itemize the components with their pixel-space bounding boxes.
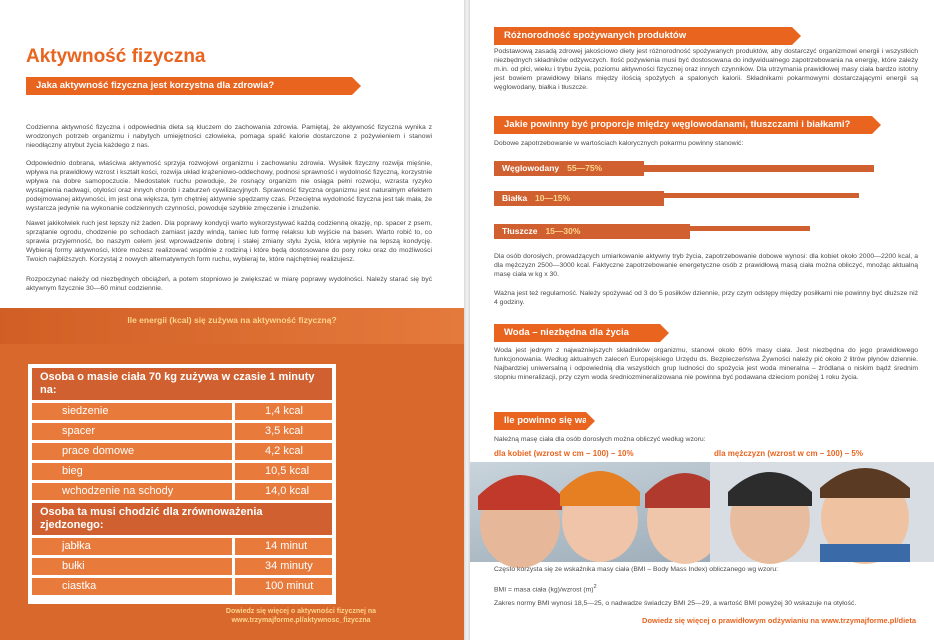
- paragraph-bmi: Często korzysta się ze wskaźnika masy ciała (BMI – Body Mass Index) obliczanego wg wzoru:: [494, 566, 779, 573]
- left-page: [0, 0, 464, 640]
- row-label: spacer: [32, 423, 232, 440]
- row-value: 3,5 kcal: [235, 423, 332, 440]
- paragraph-variety: Podstawową zasadą zdrowej jakościowo diety jest różnorodność spożywanych produktów, aby dostarczyć organizmowi energii i wszystkich niezbędnych składników odżywczych. Ilość pożywienia musi być dostosowana do indywidualnego zapotrzebowania na energię, które zależy m.in. od płci, wieku i trybu życia, poziomu aktywności fizycznej oraz innych czynników. Dla utrzymania prawidłowej masy ciała bardzo istotny jest bowiem prawidłowy bilans między ilością spożytych a spalonych kalorii. Składnikami pokarmowymi dostarczającymi energii są węglowodany, białka i tłuszcze.: [494, 48, 918, 91]
- row-label: siedzenie: [32, 403, 232, 420]
- section-bar-weight: [494, 412, 609, 430]
- nutrient-name: Białka: [502, 193, 528, 203]
- paragraph-bmi-norm: Zakres normy BMI wynosi 18,5—25, o nadwadze świadczy BMI 25—29, a wartość BMI powyżej 30 wskazuje na otyłość.: [494, 600, 857, 607]
- activity-link[interactable]: Dowiedz się więcej o aktywności fizycznej na www.trzymajforme.pl/aktywnosc_fizyczna: [225, 608, 377, 624]
- photo-young-people: [470, 462, 934, 562]
- section-bar-health: [26, 77, 352, 95]
- calorie-table: [28, 364, 336, 604]
- energy-header-strip: [0, 308, 464, 344]
- activity-row: [32, 443, 332, 460]
- row-label: jabłka: [32, 538, 232, 555]
- paragraph-energy: Dla osób dorosłych, prowadzących umiarkowanie aktywny tryb życia, zapotrzebowanie dobowe wynosi: dla kobiet około 2000—2200 kcal, a dla mężczyzn 2500—3000 kcal. Faktyczne zapotrzebowanie energetyczne osób z prawidłową masą ciała można obliczyć, mnożąc aktualną masę ciała w kg x 30.: [494, 253, 918, 278]
- paragraph-weight: Należną masę ciała dla osób dorosłych można obliczyć według wzoru:: [494, 436, 706, 443]
- proportion-bar: [494, 224, 690, 239]
- section-bar-water: [494, 324, 660, 342]
- row-label: bieg: [32, 463, 232, 480]
- bmi-exponent: 2: [593, 584, 597, 590]
- table-heading-activity: Osoba o masie ciała 70 kg zużywa w czasie 1 minuty na:: [32, 368, 332, 400]
- row-value: 1,4 kcal: [235, 403, 332, 420]
- proportion-bar: [494, 191, 664, 206]
- row-value: 14,0 kcal: [235, 483, 332, 500]
- paragraph-water: Woda jest jednym z najważniejszych składników organizmu, stanowi około 60% masy ciała. Jest niezbędna do jego prawidłowego funkcjonowania. Według aktualnych zaleceń Europejskiego Urzędu ds. Bezpieczeństwa Żywności należy pić około 2 litrów płynów dziennie. Najbardziej uniwersalną i odpowiednią dla wszystkich grup ludności do spożycia jest woda mineralna – źródlana o niskim bądź średnim stopniu mineralizacji, przy czym woda średniozmineralizowana nie powinna być podawana dzieciom poniżej 1 roku życia.: [494, 347, 918, 381]
- section-heading: Woda – niezbędna dla życia: [504, 327, 629, 338]
- section-heading: Ile powinno się ważyć?: [504, 415, 609, 426]
- nutrient-percent: 15—30%: [545, 226, 581, 236]
- nutrient-percent: 10—15%: [535, 193, 571, 203]
- activity-row: [32, 483, 332, 500]
- right-page: [470, 0, 934, 640]
- paragraph-proportions: Dobowe zapotrzebowanie w wartościach kalorycznych pokarmu powinny stanowić:: [494, 140, 744, 147]
- row-label: wchodzenie na schody: [32, 483, 232, 500]
- nutrient-percent: 55—75%: [567, 163, 603, 173]
- section-heading: Jakie powinny być proporcje między węglowodanami, tłuszczami i białkami?: [504, 119, 851, 130]
- row-value: 4,2 kcal: [235, 443, 332, 460]
- section-bar-variety: [494, 27, 792, 45]
- food-row: [32, 558, 332, 575]
- table-heading-food: Osoba ta musi chodzić dla zrównoważenia zjedzonego:: [32, 503, 332, 535]
- paragraph-4: Rozpoczynać należy od niezbędnych obciążeń, a potem stopniowo je zwiększać w miarę poprawy wydolności. Należy starać się być aktywnym fizycznie 30—60 minut codziennie.: [26, 276, 432, 292]
- row-value: 100 minut: [235, 578, 332, 595]
- formula-women: dla kobiet (wzrost w cm – 100) – 10%: [494, 449, 634, 458]
- food-row: [32, 538, 332, 555]
- paragraph-1: Codzienna aktywność fizyczna i odpowiednia dieta są kluczem do zachowania zdrowia. Pamiętaj, że aktywność fizyczna wynika z wrodzonych potrzeb organizmu i nabytych umiejętności człowieka, pomaga spalić kalorie dostarczone z pożywieniem i stanowi nieodłączny atrybut życia każdego z nas.: [26, 124, 432, 149]
- proportion-bar-tail: [644, 165, 874, 172]
- bmi-formula-text: BMI = masa ciała (kg)/wzrost (m): [494, 586, 594, 594]
- bar-arrow: [872, 116, 881, 134]
- section-heading: Różnorodność spożywanych produktów: [504, 30, 687, 41]
- activity-row: [32, 463, 332, 480]
- row-label: bułki: [32, 558, 232, 575]
- row-value: 34 minuty: [235, 558, 332, 575]
- proportion-bar-tail: [690, 226, 810, 231]
- activity-row: [32, 403, 332, 420]
- section-bar-proportions: [494, 116, 872, 134]
- nutrient-name: Tłuszcze: [502, 226, 538, 236]
- bar-arrow: [352, 77, 361, 95]
- bar-arrow: [660, 324, 669, 342]
- energy-question: Ile energii (kcal) się zużywa na aktywność fizyczną?: [127, 315, 337, 325]
- proportion-bar-tail: [664, 193, 859, 198]
- bmi-formula: [494, 583, 694, 595]
- row-value: 10,5 kcal: [235, 463, 332, 480]
- section-heading: Jaka aktywność fizyczna jest korzystna dla zdrowia?: [36, 80, 275, 91]
- formula-men: dla mężczyzn (wzrost w cm – 100) – 5%: [714, 449, 863, 458]
- food-row: [32, 578, 332, 595]
- paragraph-2: Odpowiednio dobrana, właściwa aktywność sprzyja rozwojowi organizmu i zachowaniu zdrowia. Wysiłek fizyczny rozwija mięśnie, wpływa na prawidłowy wzrost i kształt kości, rozwija układ krążeniowo-oddechowy, podnosi sprawność i wydolność fizyczną, korzystnie wpływa na dobre samopoczucie. Niedostatek ruchu powoduje, że rosnący organizm nie osiąga pełni rozwoju, wzrasta ryzyko wystąpienia nadwagi, otyłości oraz innych chorób i zaburzeń cywilizacyjnych. Sprawność fizyczna organizmu jest naturalnym efektem podejmowanej aktywności, im jest ona większa, tym chętniej aktywnie spędzamy czas. Przeciętna wydolność fizyczna jest tak mała, że wystarcza jedynie na wykonanie codziennych czynności, powoduje szybkie zmęczenie i znużenie.: [26, 160, 432, 212]
- proportion-bar: [494, 161, 644, 176]
- nutrient-name: Węglowodany: [502, 163, 560, 173]
- page-title: Aktywność fizyczna: [26, 46, 206, 67]
- bar-arrow: [792, 27, 801, 45]
- row-label: prace domowe: [32, 443, 232, 460]
- photo-illustration: [470, 462, 934, 562]
- diet-link[interactable]: Dowiedz się więcej o prawidłowym odżywianiu na www.trzymajforme.pl/dieta: [642, 616, 916, 625]
- activity-row: [32, 423, 332, 440]
- row-value: 14 minut: [235, 538, 332, 555]
- bar-arrow: [586, 412, 595, 430]
- paragraph-3: Nawet jakikolwiek ruch jest lepszy niż żaden. Dla poprawy kondycji warto wykorzystywać każdą codzienną okazję, np. spacer z psem, sprzątanie ogrodu, chodzenie po schodach zamiast jazdy windą, taniec lub formę relaksu lub wyjście na basen. Warto robić to, co sprawia przyjemność, bo naszym celem jest wprowadzenie dobrej i stałej zmiany stylu życia, która wpłynie na lepszą kondycję. Wybieraj formy aktywności, które możesz realizować wspólnie z rodziną i które będą dostosowane do pory roku oraz do możliwości Twoich najbliższych. Korzystaj z nowych alternatywnych form ruchu, wybieraj te, które najchętniej realizujesz.: [26, 220, 432, 263]
- row-label: ciastka: [32, 578, 232, 595]
- paragraph-meals: Ważna jest też regularność. Należy spożywać od 3 do 5 posiłków dziennie, przy czym odstępy między posiłkami nie powinny być dłuższe niż 4 godziny.: [494, 290, 918, 306]
